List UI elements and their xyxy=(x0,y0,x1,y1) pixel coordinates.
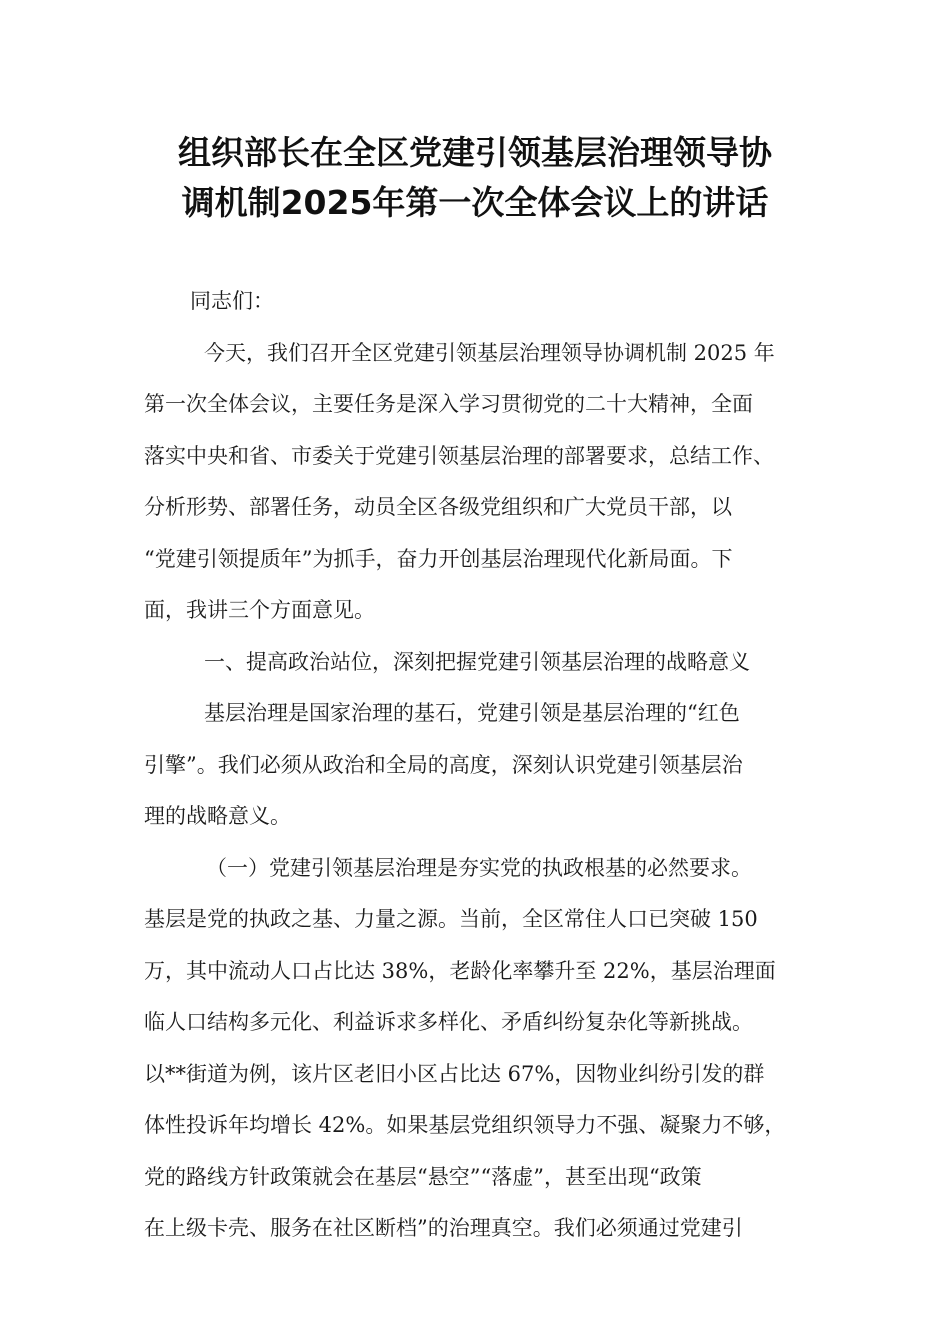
paragraph-line: 以**街道为例，该片区老旧小区占比达 67%，因物业纠纷引发的群 xyxy=(144,1061,765,1086)
paragraph-line: 临人口结构多元化、利益诉求多样化、矛盾纠纷复杂化等新挑战。 xyxy=(144,1010,753,1034)
paragraph-line: 落实中央和省、市委关于党建引领基层治理的部署要求，总结工作、 xyxy=(144,443,774,468)
paragraph-line: 万，其中流动人口占比达 38%，老龄化率攀升至 22%，基层治理面 xyxy=(144,958,776,983)
paragraph-line: 第一次全体会议，主要任务是深入学习贯彻党的二十大精神，全面 xyxy=(144,392,753,416)
section-heading: 一、提高政治站位，深刻把握党建引领基层治理的战略意义 xyxy=(204,649,750,674)
paragraph-line: “党建引领提质年”为抓手，奋力开创基层治理现代化新局面。下 xyxy=(144,546,733,571)
paragraph-line: 分析形势、部署任务，动员全区各级党组织和广大党员干部，以 xyxy=(144,495,732,519)
salutation: 同志们： xyxy=(190,289,274,313)
document-body xyxy=(144,276,824,1255)
paragraph-line: 基层是党的执政之基、力量之源。当前，全区常住人口已突破 150 xyxy=(144,907,758,931)
subsection-heading: （一）党建引领基层治理是夯实党的执政根基的必然要求。 xyxy=(206,855,752,880)
paragraph-line: 今天，我们召开全区党建引领基层治理领导协调机制 2025 年 xyxy=(204,340,775,365)
paragraph-line: 体性投诉年均增长 42%。如果基层党组织领导力不强、凝聚力不够， xyxy=(144,1113,786,1137)
title-line-2: 调机制2025年第一次全体会议上的讲话 xyxy=(181,183,769,222)
paragraph-line: 基层治理是国家治理的基石，党建引领是基层治理的“红色 xyxy=(204,701,740,725)
document-title xyxy=(120,128,830,228)
paragraph-line: 党的路线方针政策就会在基层“悬空”“落虚”，甚至出现“政策 xyxy=(144,1164,702,1189)
paragraph-line: 理的战略意义。 xyxy=(144,804,291,828)
paragraph-line: 引擎”。我们必须从政治和全局的高度，深刻认识党建引领基层治 xyxy=(144,752,743,777)
title-line-1: 组织部长在全区党建引领基层治理领导协 xyxy=(178,133,772,172)
paragraph-line: 面，我讲三个方面意见。 xyxy=(144,598,375,622)
paragraph-line: 在上级卡壳、服务在社区断档”的治理真空。我们必须通过党建引 xyxy=(144,1216,743,1240)
